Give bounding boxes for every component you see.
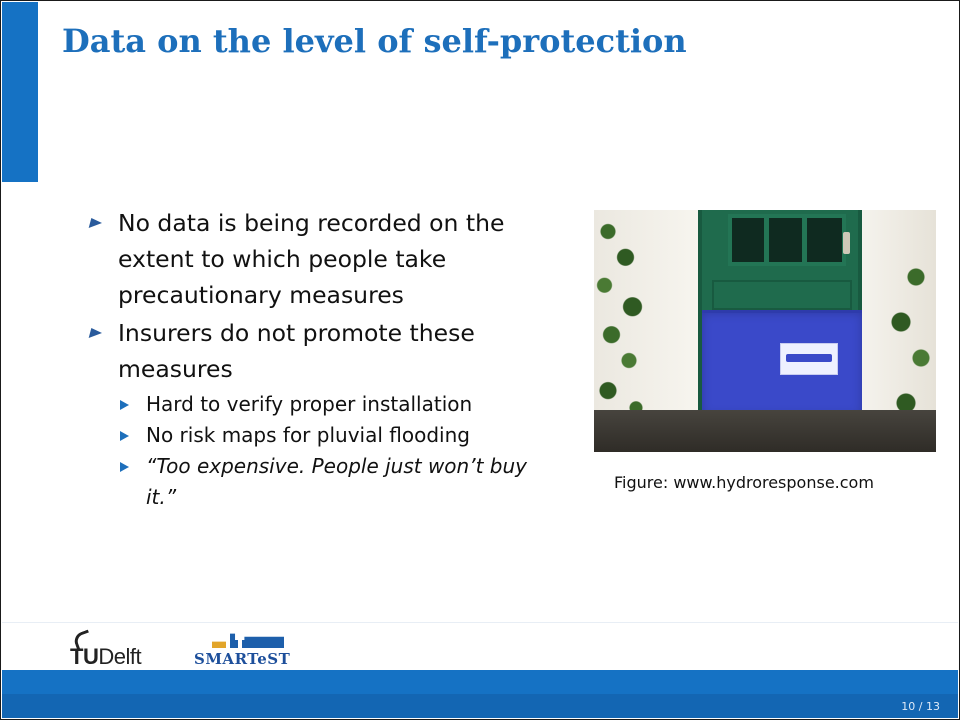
sub-bullet-text: “Too expensive. People just won’t buy it.”	[146, 454, 527, 509]
bullet-item	[88, 315, 558, 387]
triangle-bullet-icon	[120, 462, 129, 472]
smartest-logo-text: SMARTeST	[194, 650, 291, 668]
tudelft-logo-text: TUDelft	[70, 644, 142, 669]
slide-title: Data on the level of self-protection	[62, 22, 687, 60]
page-number: 10 / 13	[901, 700, 940, 713]
bullet-list	[88, 205, 558, 513]
footer-logos	[70, 628, 370, 672]
sub-bullet-text: No risk maps for pluvial flooding	[146, 423, 470, 447]
triangle-bullet-icon	[120, 400, 129, 410]
title-accent-bar	[2, 2, 38, 182]
ivy-plant-right	[886, 250, 936, 430]
ground	[594, 410, 936, 452]
bullet-item	[88, 205, 558, 313]
door-panel	[712, 280, 852, 310]
bullet-arrow-icon	[89, 218, 104, 228]
ivy-plant-left	[594, 210, 664, 425]
footer-bar-lower	[2, 694, 958, 718]
bullet-arrow-icon	[89, 328, 104, 338]
flood-barrier-photo	[594, 210, 936, 452]
footer-bar	[2, 670, 958, 718]
sub-bullet-list	[118, 389, 558, 513]
sub-bullet-text: Hard to verify proper installation	[146, 392, 473, 416]
sub-bullet-item	[118, 420, 558, 451]
bullet-text: Insurers do not promote these measures	[118, 319, 475, 383]
smartest-logo	[194, 632, 304, 670]
figure-caption: Figure: www.hydroresponse.com	[614, 473, 874, 492]
triangle-bullet-icon	[120, 431, 129, 441]
sub-bullet-item-quote	[118, 451, 558, 513]
skyline-icon	[212, 632, 284, 648]
sub-bullet-item	[118, 389, 558, 420]
flood-barrier	[702, 310, 862, 415]
door-handle	[843, 232, 850, 254]
bullet-text: No data is being recorded on the extent to which people take precautionary measures	[118, 209, 505, 309]
footer-divider	[2, 622, 958, 623]
barrier-logo-plate	[780, 343, 838, 375]
door-window	[728, 214, 846, 266]
